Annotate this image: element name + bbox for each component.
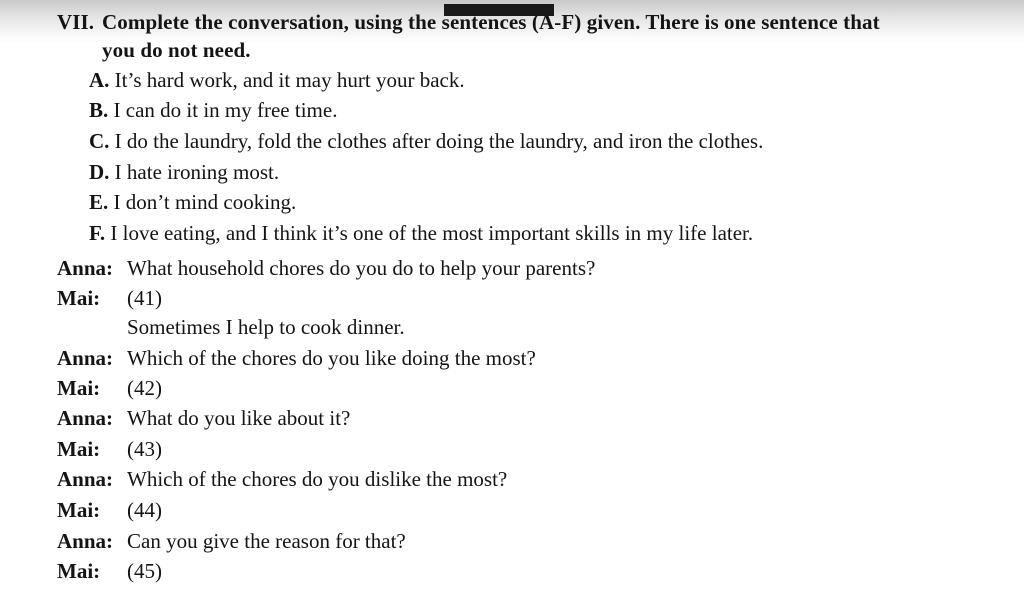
exercise-instructions xyxy=(57,8,1007,64)
exercise-number: VII. xyxy=(57,10,95,34)
speaker-label: Anna: xyxy=(57,406,114,430)
speaker-label: Mai: xyxy=(57,559,101,583)
option-c: C. I do the laundry, fold the clothes after doing the laundry, and iron the clothes. xyxy=(89,129,764,153)
option-a: A. It’s hard work, and it may hurt your back. xyxy=(89,68,465,92)
dialogue-continuation: Sometimes I help to cook dinner. xyxy=(127,315,405,339)
speaker-label: Mai: xyxy=(57,376,101,400)
speaker-label: Anna: xyxy=(57,346,114,370)
option-e: E. I don’t mind cooking. xyxy=(89,190,297,214)
instructions-line-2: you do not need. xyxy=(102,38,251,62)
dialogue-text: Which of the chores do you like doing the most? xyxy=(127,346,536,370)
speaker-label: Mai: xyxy=(57,286,101,310)
dialogue-text: Can you give the reason for that? xyxy=(127,529,406,553)
speaker-label: Mai: xyxy=(57,498,101,522)
instructions-line-1: Complete the conversation, using the sentences (A-F) given. There is one sentence that xyxy=(102,10,880,34)
speaker-label: Anna: xyxy=(57,467,114,491)
answer-blank-42: (42) xyxy=(127,376,162,400)
dialogue-line xyxy=(57,285,162,311)
answer-blank-41: (41) xyxy=(127,286,162,310)
dialogue-line xyxy=(57,405,350,431)
dialogue-text: What household chores do you do to help your parents? xyxy=(127,256,596,280)
dialogue-line xyxy=(57,255,595,281)
dialogue-line xyxy=(57,375,162,401)
option-d: D. I hate ironing most. xyxy=(89,160,280,184)
dialogue-line xyxy=(57,528,406,554)
answer-blank-43: (43) xyxy=(127,437,162,461)
answer-blank-45: (45) xyxy=(127,559,162,583)
option-f: F. I love eating, and I think it’s one of the most important skills in my life later. xyxy=(89,221,754,245)
dialogue-text: What do you like about it? xyxy=(127,406,351,430)
dialogue-line xyxy=(57,558,162,584)
answer-blank-44: (44) xyxy=(127,498,162,522)
speaker-label: Anna: xyxy=(57,529,114,553)
dialogue-line xyxy=(57,345,536,371)
dialogue-line xyxy=(57,466,507,492)
dialogue-line xyxy=(57,497,162,523)
speaker-label: Anna: xyxy=(57,256,114,280)
dialogue-line xyxy=(57,436,162,462)
option-b: B. I can do it in my free time. xyxy=(89,98,338,122)
dialogue-text: Which of the chores do you dislike the most? xyxy=(127,467,508,491)
speaker-label: Mai: xyxy=(57,437,101,461)
